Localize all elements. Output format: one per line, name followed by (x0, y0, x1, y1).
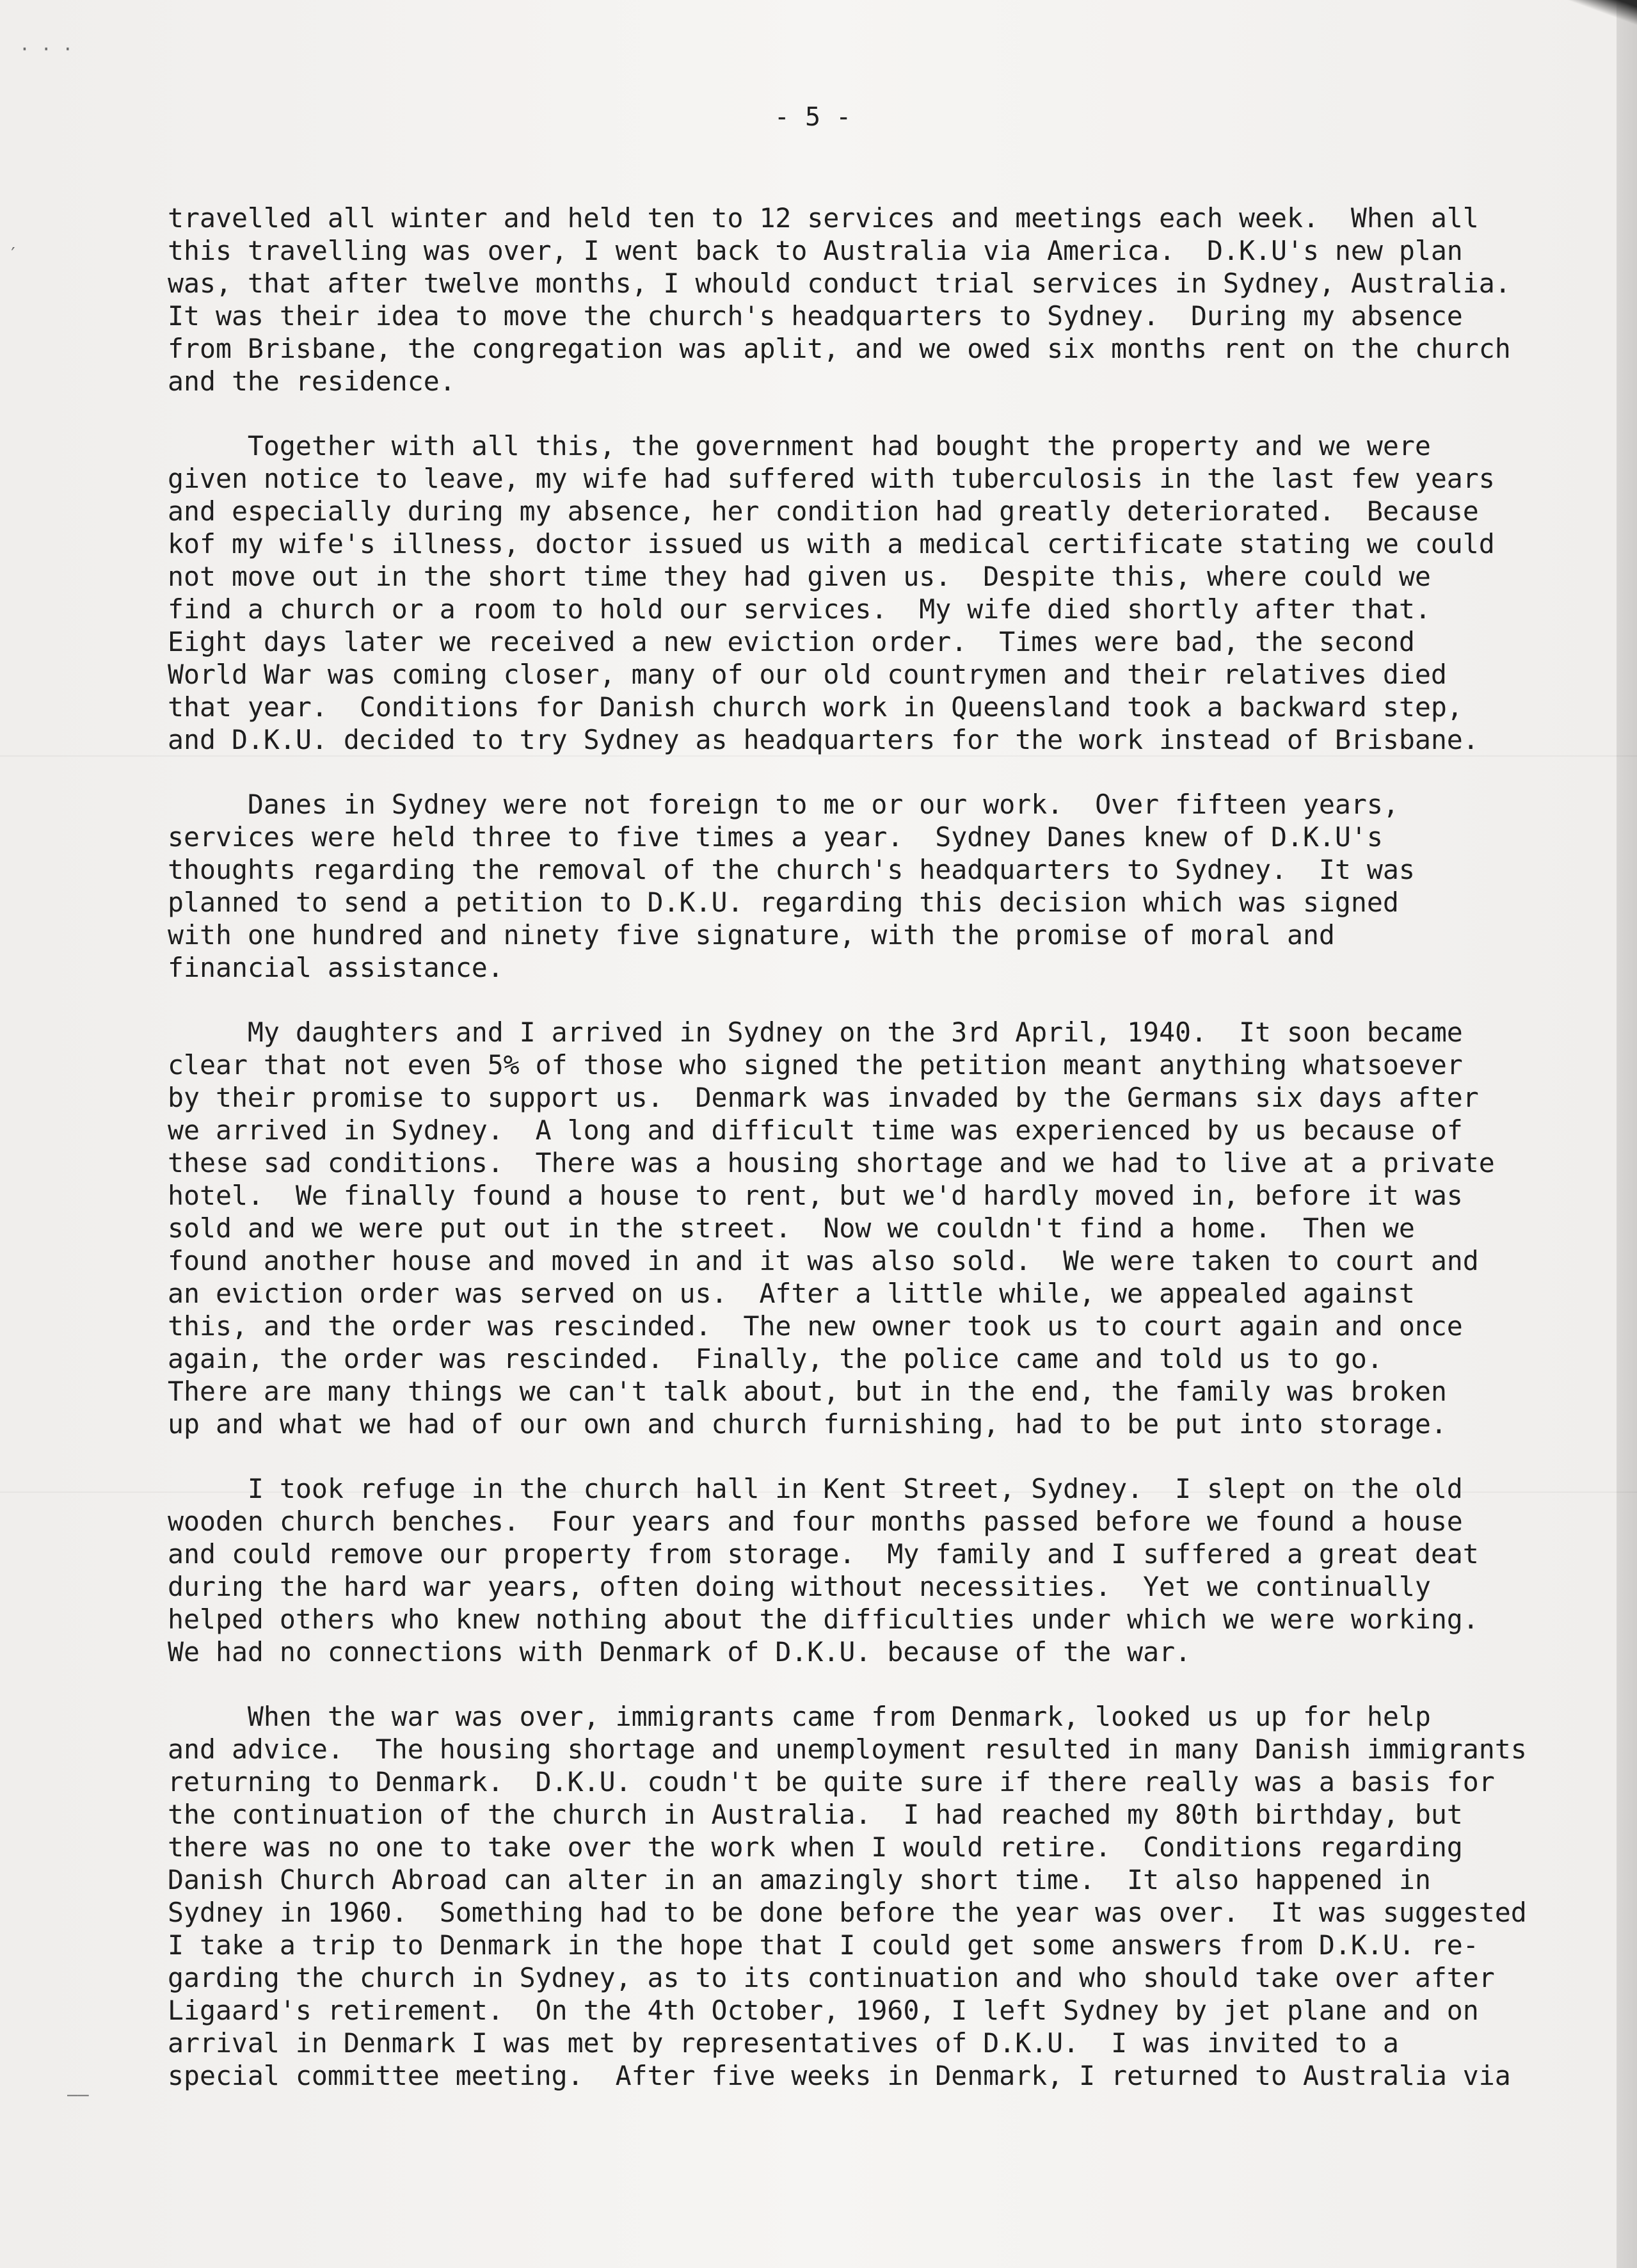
text-line: up and what we had of our own and church furnishing, had to be put into storage. (168, 1408, 1447, 1440)
scan-speck: · · · (19, 38, 74, 60)
text-line: an eviction order was served on us. After a little while, we appealed against (168, 1278, 1415, 1309)
text-line: financial assistance. (168, 952, 504, 983)
text-line: during the hard war years, often doing without necessities. Yet we continually (168, 1571, 1431, 1602)
text-line: Danish Church Abroad can alter in an amazingly short time. It also happened in (168, 1864, 1431, 1895)
text-line: Ligaard's retirement. On the 4th October, 1960, I left Sydney by jet plane and on (168, 1995, 1479, 2026)
paragraph (168, 430, 1518, 756)
scan-speck: ′ (8, 243, 19, 264)
text-line: sold and we were put out in the street. Now we couldn't find a home. Then we (168, 1212, 1415, 1244)
paragraph (168, 1016, 1518, 1440)
text-line: by their promise to support us. Denmark was invaded by the Germans six days after (168, 1082, 1479, 1113)
paragraph (168, 202, 1518, 398)
paragraph (168, 1472, 1518, 1668)
text-line: the continuation of the church in Australia. I had reached my 80th birthday, but (168, 1799, 1463, 1830)
text-line: given notice to leave, my wife had suffered with tuberculosis in the last few years (168, 463, 1495, 494)
text-line: Sydney in 1960. Something had to be done before the year was over. It was suggested (168, 1897, 1527, 1928)
text-line: find a church or a room to hold our services. My wife died shortly after that. (168, 593, 1431, 625)
page-number: - 5 - (774, 102, 852, 132)
paragraph (168, 788, 1518, 984)
text-line: was, that after twelve months, I whould conduct trial services in Sydney, Australia. (168, 268, 1511, 299)
text-line: hotel. We finally found a house to rent, but we'd hardly moved in, before it was (168, 1180, 1463, 1211)
text-line: special committee meeting. After five weeks in Denmark, I returned to Australia via (168, 2060, 1511, 2091)
text-line: there was no one to take over the work when I would retire. Conditions regarding (168, 1831, 1463, 1863)
text-line: and the residence. (168, 366, 456, 397)
text-line: and advice. The housing shortage and unemployment resulted in many Danish immigrants (168, 1733, 1527, 1765)
body-text (168, 202, 1527, 2124)
text-line: World War was coming closer, many of our old countrymen and their relatives died (168, 659, 1447, 690)
text-line: wooden church benches. Four years and four months passed before we found a house (168, 1506, 1463, 1537)
text-line: travelled all winter and held ten to 12 services and meetings each week. When all (168, 202, 1479, 234)
text-line: services were held three to five times a year. Sydney Danes knew of D.K.U's (168, 821, 1383, 853)
text-line: thoughts regarding the removal of the church's headquarters to Sydney. It was (168, 854, 1415, 885)
text-line: not move out in the short time they had given us. Despite this, where could we (168, 561, 1431, 592)
text-line: this travelling was over, I went back to Australia via America. D.K.U's new plan (168, 235, 1463, 266)
text-line: from Brisbane, the congregation was aplit, and we owed six months rent on the church (168, 333, 1511, 364)
text-line: and could remove our property from storage. My family and I suffered a great deat (168, 1538, 1479, 1570)
text-line: clear that not even 5% of those who signed the petition meant anything whatsoever (168, 1049, 1463, 1081)
text-line: We had no connections with Denmark of D.K.U. because of the war. (168, 1636, 1192, 1668)
scan-speck: —— (67, 2084, 89, 2105)
text-line: again, the order was rescinded. Finally, the police came and told us to go. (168, 1343, 1383, 1374)
text-line: and especially during my absence, her condition had greatly deteriorated. Because (168, 495, 1479, 527)
paragraph (168, 1700, 1527, 2092)
text-line: There are many things we can't talk about, but in the end, the family was broken (168, 1376, 1447, 1407)
page-corner-shadow (1509, 0, 1637, 38)
text-line: Danes in Sydney were not foreign to me or our work. Over fifteen years, (168, 789, 1399, 820)
text-line: with one hundred and ninety five signature, with the promise of moral and (168, 919, 1335, 951)
text-line: It was their idea to move the church's headquarters to Sydney. During my absence (168, 300, 1463, 332)
text-line: Together with all this, the government had bought the property and we were (168, 430, 1431, 462)
text-line: this, and the order was rescinded. The new owner took us to court again and once (168, 1310, 1463, 1342)
text-line: these sad conditions. There was a housing shortage and we had to live at a private (168, 1147, 1495, 1178)
text-line: I take a trip to Denmark in the hope that I could get some answers from D.K.U. re- (168, 1929, 1479, 1961)
text-line: garding the church in Sydney, as to its continuation and who should take over after (168, 1962, 1495, 1993)
text-line: planned to send a petition to D.K.U. regarding this decision which was signed (168, 887, 1399, 918)
text-line: helped others who knew nothing about the difficulties under which we were working. (168, 1604, 1479, 1635)
page-edge-shadow (1617, 0, 1637, 2268)
text-line: and D.K.U. decided to try Sydney as headquarters for the work instead of Brisbane. (168, 724, 1479, 755)
text-line: found another house and moved in and it was also sold. We were taken to court and (168, 1245, 1479, 1276)
text-line: I took refuge in the church hall in Kent Street, Sydney. I slept on the old (168, 1473, 1463, 1504)
text-line: When the war was over, immigrants came from Denmark, looked us up for help (168, 1701, 1431, 1732)
text-line: Eight days later we received a new eviction order. Times were bad, the second (168, 626, 1415, 657)
text-line: returning to Denmark. D.K.U. coudn't be quite sure if there really was a basis for (168, 1766, 1495, 1798)
text-line: kof my wife's illness, doctor issued us with a medical certificate stating we could (168, 528, 1495, 559)
text-line: that year. Conditions for Danish church work in Queensland took a backward step, (168, 691, 1463, 723)
text-line: My daughters and I arrived in Sydney on the 3rd April, 1940. It soon became (168, 1017, 1463, 1048)
text-line: arrival in Denmark I was met by representatives of D.K.U. I was invited to a (168, 2027, 1399, 2059)
text-line: we arrived in Sydney. A long and difficult time was experienced by us because of (168, 1114, 1463, 1146)
